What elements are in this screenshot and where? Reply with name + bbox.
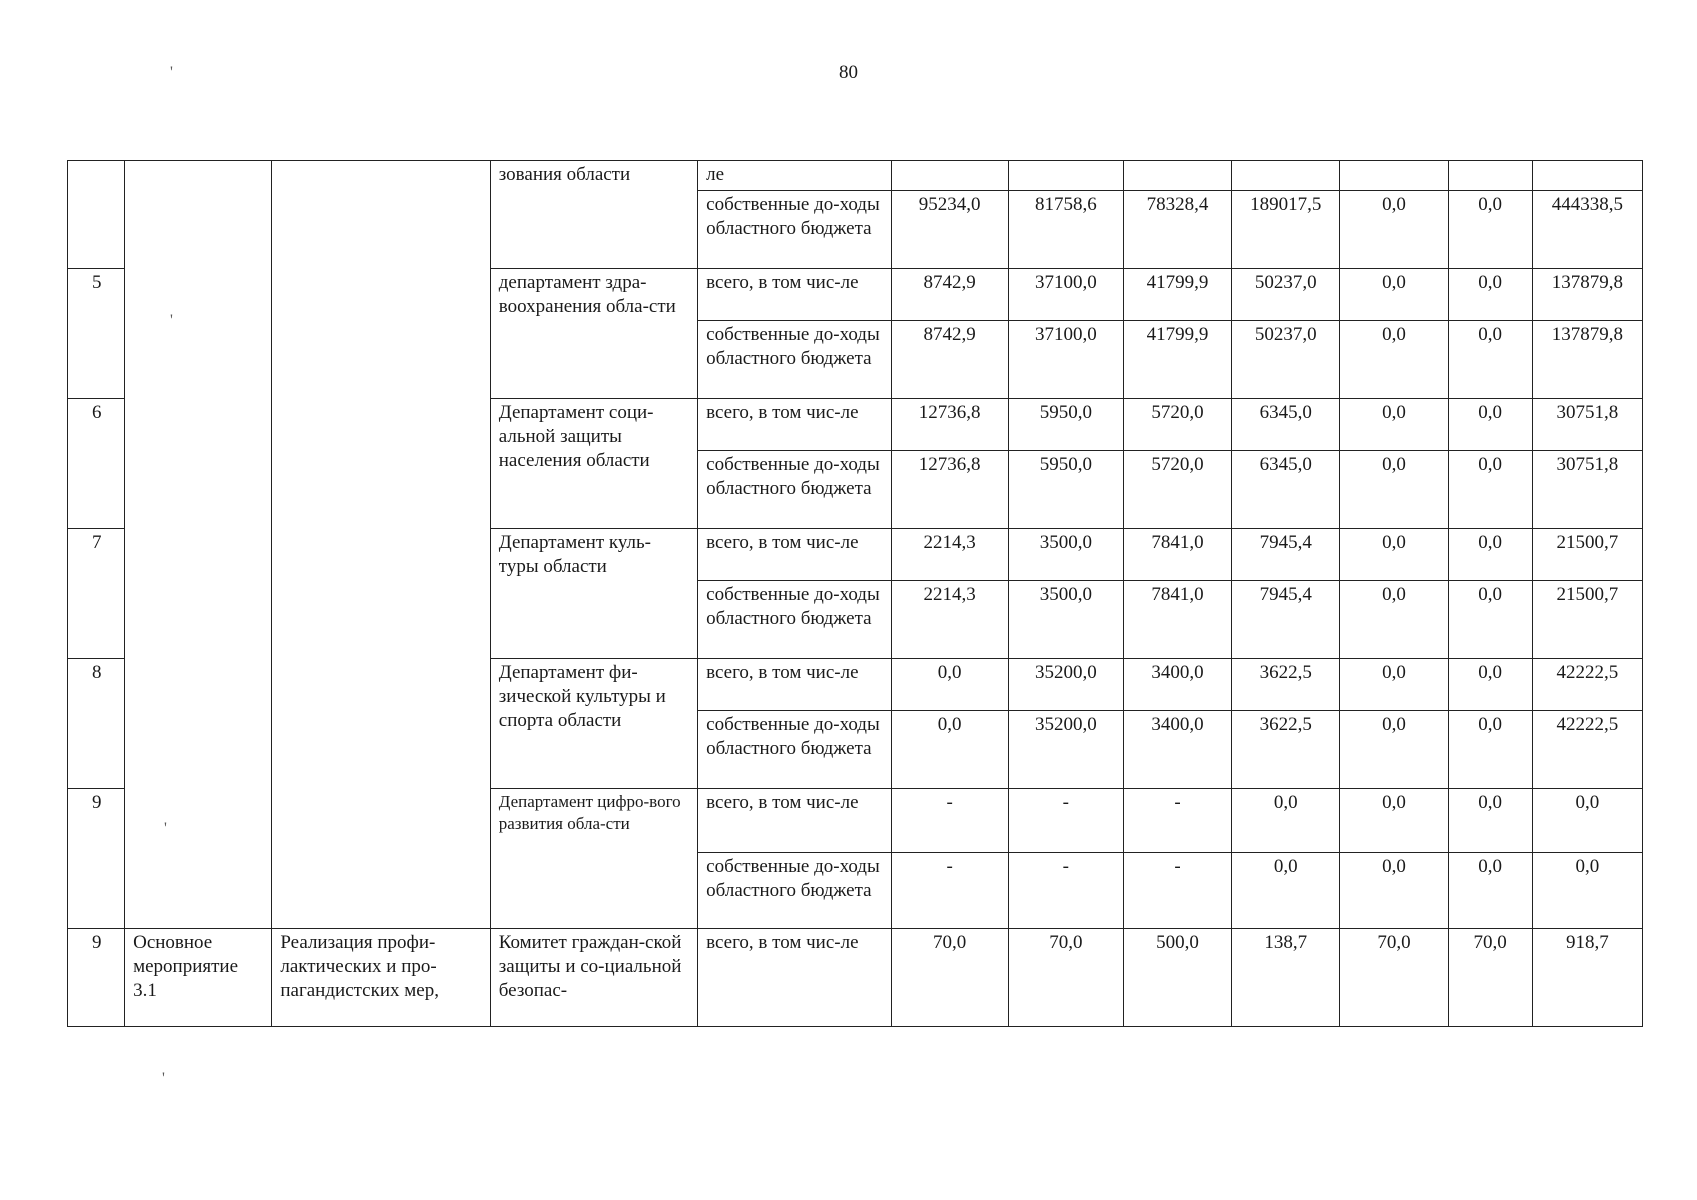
status-cell-merged <box>125 161 272 929</box>
value-cell: 918,7 <box>1532 929 1642 1027</box>
value-cell <box>1340 161 1448 191</box>
value-cell: 5720,0 <box>1123 451 1231 529</box>
value-cell: 3622,5 <box>1232 659 1340 711</box>
value-cell: - <box>891 853 1008 929</box>
value-cell: 12736,8 <box>891 451 1008 529</box>
value-cell: 500,0 <box>1123 929 1231 1027</box>
org-cell: Комитет граждан-ской защиты и со-циальной безопас- <box>490 929 697 1027</box>
value-cell: 42222,5 <box>1532 659 1642 711</box>
value-cell: 0,0 <box>1448 269 1532 321</box>
value-cell: - <box>891 789 1008 853</box>
value-cell: 0,0 <box>1340 399 1448 451</box>
scan-artifact-mark: ' <box>164 820 167 837</box>
value-cell: 0,0 <box>1448 321 1532 399</box>
value-cell: 35200,0 <box>1008 659 1123 711</box>
value-cell: 0,0 <box>1448 581 1532 659</box>
org-cell: Департамент куль-туры области <box>490 529 697 659</box>
status-cell: Основное мероприятие 3.1 <box>125 929 272 1027</box>
funding-type-cell: собственные до-ходы областного бюджета <box>698 581 891 659</box>
value-cell: 30751,8 <box>1532 451 1642 529</box>
value-cell: 0,0 <box>1448 659 1532 711</box>
value-cell: 0,0 <box>1532 853 1642 929</box>
value-cell: 70,0 <box>1448 929 1532 1027</box>
value-cell: 2214,3 <box>891 529 1008 581</box>
org-cell: департамент здра-воохранения обла-сти <box>490 269 697 399</box>
value-cell: 5720,0 <box>1123 399 1231 451</box>
value-cell: 12736,8 <box>891 399 1008 451</box>
value-cell: - <box>1123 853 1231 929</box>
value-cell: 444338,5 <box>1532 191 1642 269</box>
funding-type-cell: всего, в том чис-ле <box>698 659 891 711</box>
index-cell: 8 <box>68 659 125 789</box>
value-cell <box>891 161 1008 191</box>
value-cell: 189017,5 <box>1232 191 1340 269</box>
value-cell: 3622,5 <box>1232 711 1340 789</box>
value-cell: 3400,0 <box>1123 659 1231 711</box>
value-cell <box>1448 161 1532 191</box>
value-cell <box>1532 161 1642 191</box>
value-cell: 8742,9 <box>891 321 1008 399</box>
value-cell: 70,0 <box>891 929 1008 1027</box>
value-cell: 7945,4 <box>1232 529 1340 581</box>
value-cell: 0,0 <box>1340 269 1448 321</box>
value-cell: 3400,0 <box>1123 711 1231 789</box>
value-cell <box>1008 161 1123 191</box>
funding-type-cell: всего, в том чис-ле <box>698 529 891 581</box>
index-cell <box>68 161 125 269</box>
value-cell: 2214,3 <box>891 581 1008 659</box>
value-cell: 5950,0 <box>1008 451 1123 529</box>
value-cell: 0,0 <box>1448 853 1532 929</box>
value-cell: 41799,9 <box>1123 269 1231 321</box>
index-cell: 6 <box>68 399 125 529</box>
value-cell: 3500,0 <box>1008 581 1123 659</box>
funding-type-cell: всего, в том чис-ле <box>698 789 891 853</box>
value-cell: 7841,0 <box>1123 529 1231 581</box>
funding-type-cell: собственные до-ходы областного бюджета <box>698 451 891 529</box>
funding-type-cell: ле <box>698 161 891 191</box>
funding-type-cell: всего, в том чис-ле <box>698 399 891 451</box>
index-cell: 9 <box>68 789 125 929</box>
value-cell: 50237,0 <box>1232 269 1340 321</box>
value-cell: 70,0 <box>1340 929 1448 1027</box>
budget-table <box>67 160 1643 1027</box>
value-cell: 6345,0 <box>1232 399 1340 451</box>
table-row-continuation-tail <box>68 161 1643 191</box>
index-cell: 9 <box>68 929 125 1027</box>
value-cell: 0,0 <box>1448 711 1532 789</box>
funding-type-cell: собственные до-ходы областного бюджета <box>698 191 891 269</box>
scan-artifact-mark: ' <box>170 64 173 81</box>
value-cell: 7945,4 <box>1232 581 1340 659</box>
value-cell: 37100,0 <box>1008 321 1123 399</box>
value-cell: - <box>1008 789 1123 853</box>
table-row-main-activity <box>68 929 1643 1027</box>
value-cell: - <box>1123 789 1231 853</box>
value-cell: 95234,0 <box>891 191 1008 269</box>
value-cell <box>1232 161 1340 191</box>
value-cell: 41799,9 <box>1123 321 1231 399</box>
value-cell <box>1123 161 1231 191</box>
value-cell: 5950,0 <box>1008 399 1123 451</box>
value-cell: 21500,7 <box>1532 581 1642 659</box>
value-cell: 78328,4 <box>1123 191 1231 269</box>
org-cell: Департамент фи-зической культуры и спорта области <box>490 659 697 789</box>
value-cell: 70,0 <box>1008 929 1123 1027</box>
value-cell: 0,0 <box>1448 191 1532 269</box>
scan-artifact-mark: ' <box>162 1070 165 1087</box>
value-cell: 0,0 <box>1532 789 1642 853</box>
value-cell: 0,0 <box>1448 789 1532 853</box>
value-cell: 0,0 <box>1340 191 1448 269</box>
org-cell: зования области <box>490 161 697 269</box>
value-cell: 137879,8 <box>1532 321 1642 399</box>
value-cell: 0,0 <box>1340 529 1448 581</box>
value-cell: 42222,5 <box>1532 711 1642 789</box>
org-cell: Департамент цифро-вого развития обла-сти <box>490 789 697 929</box>
value-cell: 0,0 <box>1232 853 1340 929</box>
value-cell: 0,0 <box>1340 853 1448 929</box>
value-cell: 8742,9 <box>891 269 1008 321</box>
funding-type-cell: всего, в том чис-ле <box>698 929 891 1027</box>
index-cell: 7 <box>68 529 125 659</box>
funding-type-cell: собственные до-ходы областного бюджета <box>698 711 891 789</box>
value-cell: 0,0 <box>1232 789 1340 853</box>
value-cell: 0,0 <box>1340 451 1448 529</box>
value-cell: 0,0 <box>1340 321 1448 399</box>
value-cell: 0,0 <box>891 659 1008 711</box>
value-cell: 0,0 <box>1340 659 1448 711</box>
value-cell: 0,0 <box>1340 581 1448 659</box>
funding-type-cell: всего, в том чис-ле <box>698 269 891 321</box>
value-cell: - <box>1008 853 1123 929</box>
scan-artifact-mark: ' <box>170 312 173 329</box>
value-cell: 21500,7 <box>1532 529 1642 581</box>
index-cell: 5 <box>68 269 125 399</box>
value-cell: 7841,0 <box>1123 581 1231 659</box>
value-cell: 3500,0 <box>1008 529 1123 581</box>
value-cell: 81758,6 <box>1008 191 1123 269</box>
value-cell: 0,0 <box>1448 529 1532 581</box>
value-cell: 35200,0 <box>1008 711 1123 789</box>
value-cell: 138,7 <box>1232 929 1340 1027</box>
page-number: 80 <box>839 62 858 83</box>
funding-type-cell: собственные до-ходы областного бюджета <box>698 321 891 399</box>
value-cell: 30751,8 <box>1532 399 1642 451</box>
value-cell: 6345,0 <box>1232 451 1340 529</box>
value-cell: 0,0 <box>1448 399 1532 451</box>
name-cell-merged <box>272 161 490 929</box>
value-cell: 0,0 <box>1340 711 1448 789</box>
value-cell: 0,0 <box>1448 451 1532 529</box>
name-cell: Реализация профи-лактических и про-пагандистских мер, <box>272 929 490 1027</box>
funding-type-cell: собственные до-ходы областного бюджета <box>698 853 891 929</box>
value-cell: 137879,8 <box>1532 269 1642 321</box>
value-cell: 50237,0 <box>1232 321 1340 399</box>
value-cell: 0,0 <box>1340 789 1448 853</box>
value-cell: 37100,0 <box>1008 269 1123 321</box>
org-cell: Департамент соци-альной защиты населения области <box>490 399 697 529</box>
value-cell: 0,0 <box>891 711 1008 789</box>
